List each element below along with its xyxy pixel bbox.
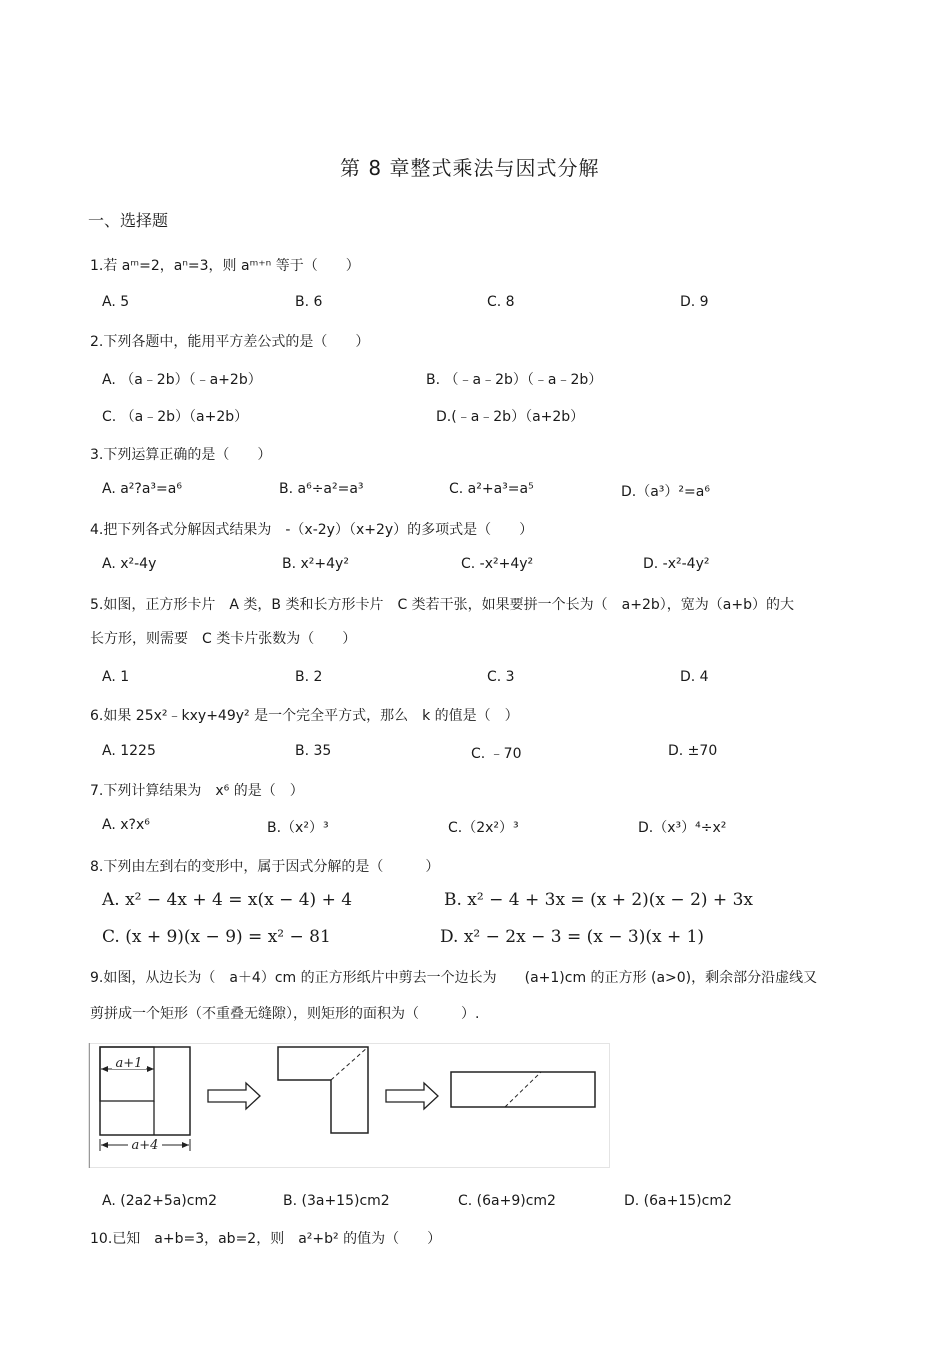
figure-frame	[89, 1044, 610, 1168]
q7-option-a: A. x?x⁶	[102, 817, 150, 833]
q7-option-d: D.（x³）⁴÷x²	[638, 820, 727, 836]
question-5-line-2: 长方形，则需要 C 类卡片张数为（ ）	[90, 631, 357, 647]
question-4: 4.把下列各式分解因式结果为 -（x-2y）（x+2y）的多项式是（ ）	[90, 522, 534, 538]
section-heading: 一、选择题	[88, 211, 169, 230]
question-3: 3.下列运算正确的是（ ）	[90, 447, 272, 463]
figure-left-edge	[89, 1043, 90, 1168]
q1-option-d: D. 9	[680, 294, 709, 310]
q2-option-d: D.(﹣a﹣2b）（a+2b）	[436, 409, 585, 425]
q4-option-a: A. x²-4y	[102, 556, 157, 572]
question-9-line-2: 剪拼成一个矩形（不重叠无缝隙），则矩形的面积为（ ）.	[90, 1006, 480, 1022]
q6-option-c: C. ﹣70	[471, 746, 522, 762]
q1-option-c: C. 8	[487, 294, 515, 310]
q8-option-b: B. x² − 4 + 3x = (x + 2)(x − 2) + 3x	[444, 890, 753, 910]
q3-option-d: D.（a³）²=a⁶	[621, 484, 710, 500]
inner-arrow-right-icon	[147, 1066, 154, 1072]
q4-option-d: D. -x²-4y²	[643, 556, 710, 572]
q9-option-d: D. (6a+15)cm2	[624, 1193, 732, 1209]
q6-option-b: B. 35	[295, 743, 332, 759]
q5-option-a: A. 1	[102, 669, 130, 685]
l-shape	[278, 1047, 368, 1133]
q8-option-a: A. x² − 4x + 4 = x(x − 4) + 4	[102, 890, 353, 910]
q1-option-b: B. 6	[295, 294, 323, 310]
question-6: 6.如果 25x²﹣kxy+49y² 是一个完全平方式，那么 k 的值是（ ）	[90, 708, 519, 724]
q9-figure	[88, 1043, 610, 1168]
q8-option-d: D. x² − 2x − 3 = (x − 3)(x + 1)	[440, 927, 705, 947]
q3-option-c: C. a²+a³=a⁵	[449, 481, 534, 497]
q7-option-b: B.（x²）³	[267, 820, 329, 836]
inner-arrow-left-icon	[101, 1066, 108, 1072]
page-title: 第 8 章整式乘法与因式分解	[340, 156, 600, 180]
transform-arrow-icon	[208, 1083, 260, 1109]
q4-option-b: B. x²+4y²	[282, 556, 349, 572]
q2-option-a: A. （a﹣2b）（﹣a+2b）	[102, 372, 262, 388]
question-10: 10.已知 a+b=3，ab=2，则 a²+b² 的值为（ ）	[90, 1231, 442, 1247]
inner-dimension-label: a+1	[115, 1056, 143, 1071]
question-1: 1.若 aᵐ=2，aⁿ=3，则 aᵐ⁺ⁿ 等于（ ）	[90, 258, 360, 274]
q7-option-c: C.（2x²）³	[448, 820, 519, 836]
result-rectangle	[451, 1072, 595, 1107]
q9-option-b: B. (3a+15)cm2	[283, 1193, 390, 1209]
q3-option-b: B. a⁶÷a²=a³	[279, 481, 364, 497]
outer-arrow-right-icon	[182, 1142, 189, 1148]
result-rectangle-cut-line	[505, 1072, 541, 1107]
q6-option-a: A. 1225	[102, 743, 156, 759]
question-9-line-1: 9.如图，从边长为（ a＋4）cm 的正方形纸片中剪去一个边长为 (a+1)cm 的正方形 (a>0)，剩余部分沿虚线又	[90, 970, 818, 986]
q9-option-c: C. (6a+9)cm2	[458, 1193, 556, 1209]
question-2: 2.下列各题中，能用平方差公式的是（ ）	[90, 334, 370, 350]
q1-option-a: A. 5	[102, 294, 130, 310]
transform-arrow-icon	[386, 1083, 438, 1109]
q2-option-b: B. （﹣a﹣2b）（﹣a﹣2b）	[426, 372, 603, 388]
q5-option-d: D. 4	[680, 669, 709, 685]
q5-option-c: C. 3	[487, 669, 515, 685]
q4-option-c: C. -x²+4y²	[461, 556, 534, 572]
q5-option-b: B. 2	[295, 669, 323, 685]
outer-arrow-left-icon	[101, 1142, 108, 1148]
q8-option-c: C. (x + 9)(x − 9) = x² − 81	[102, 927, 331, 947]
q2-option-c: C. （a﹣2b）（a+2b）	[102, 409, 249, 425]
question-8: 8.下列由左到右的变形中，属于因式分解的是（ ）	[90, 859, 440, 875]
q9-option-a: A. (2a2+5a)cm2	[102, 1193, 218, 1209]
l-shape-cut-line	[331, 1047, 368, 1080]
outer-dimension-label: a+4	[131, 1138, 159, 1153]
q3-option-a: A. a²?a³=a⁶	[102, 481, 182, 497]
question-7: 7.下列计算结果为 x⁶ 的是（ ）	[90, 783, 304, 799]
q6-option-d: D. ±70	[668, 743, 718, 759]
question-5-line-1: 5.如图，正方形卡片 A 类，B 类和长方形卡片 C 类若干张，如果要拼一个长为（ a+2b），宽为（a+b）的大	[90, 597, 794, 613]
